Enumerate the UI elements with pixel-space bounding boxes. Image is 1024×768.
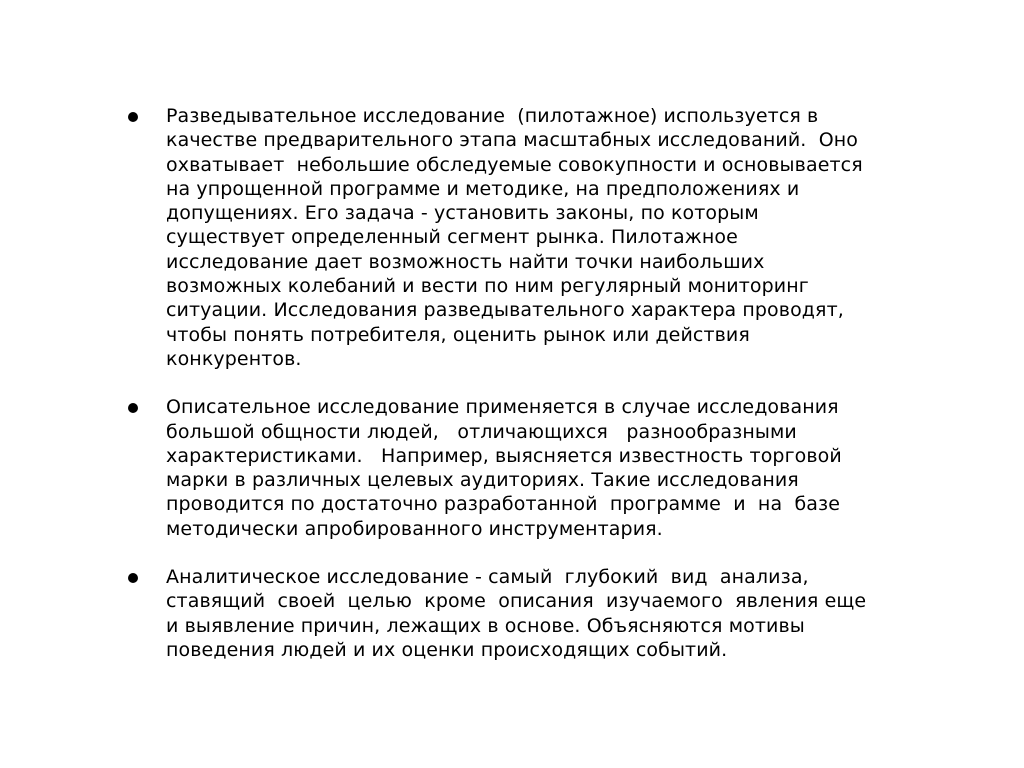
text-line: поведения людей и их оценки происходящих событий.: [166, 638, 728, 661]
text-line: большой общности людей, отличающихся разнообразными: [166, 420, 797, 443]
text-line: чтобы понять потребителя, оценить рынок или действия: [166, 323, 750, 346]
text-line: Аналитическое исследование - самый глубокий вид анализа,: [166, 566, 809, 589]
text-line: характеристиками. Например, выясняется известность торговой: [166, 444, 842, 467]
bullet-text-analytical: [166, 565, 918, 662]
bullet-icon: [128, 403, 138, 413]
text-line: конкурентов.: [166, 347, 302, 370]
bullet-list: [128, 104, 918, 662]
text-line: Описательное исследование применяется в случае исследования: [166, 396, 839, 419]
text-line: допущениях. Его задача - установить законы, по которым: [166, 202, 759, 225]
bullet-icon: [128, 573, 138, 583]
bullet-item-analytical: [128, 565, 918, 662]
bullet-text-exploratory: [166, 104, 918, 371]
bullet-icon: [128, 112, 138, 122]
text-line: ситуации. Исследования разведывательного характера проводят,: [166, 299, 844, 322]
text-line: Разведывательное исследование (пилотажное) используется в: [166, 105, 819, 127]
bullet-text-descriptive: [166, 395, 918, 541]
text-line: на упрощенной программе и методике, на предположениях и: [166, 177, 800, 200]
bullet-item-exploratory: [128, 104, 918, 371]
text-line: методически апробированного инструментария.: [166, 517, 663, 540]
text-line: возможных колебаний и вести по ним регулярный мониторинг: [166, 275, 809, 298]
text-line: и выявление причин, лежащих в основе. Объясняются мотивы: [166, 614, 805, 637]
text-line: качестве предварительного этапа масштабных исследований. Оно: [166, 129, 859, 152]
text-line: проводится по достаточно разработанной программе и на базе: [166, 493, 841, 516]
text-line: ставящий своей целью кроме описания изучаемого явления еще: [166, 590, 867, 613]
text-line: марки в различных целевых аудиториях. Такие исследования: [166, 469, 799, 492]
text-line: охватывает небольшие обследуемые совокупности и основывается: [166, 153, 863, 176]
bullet-item-descriptive: [128, 395, 918, 541]
text-line: исследование дает возможность найти точки наибольших: [166, 250, 765, 273]
text-line: существует определенный сегмент рынка. Пилотажное: [166, 226, 738, 249]
